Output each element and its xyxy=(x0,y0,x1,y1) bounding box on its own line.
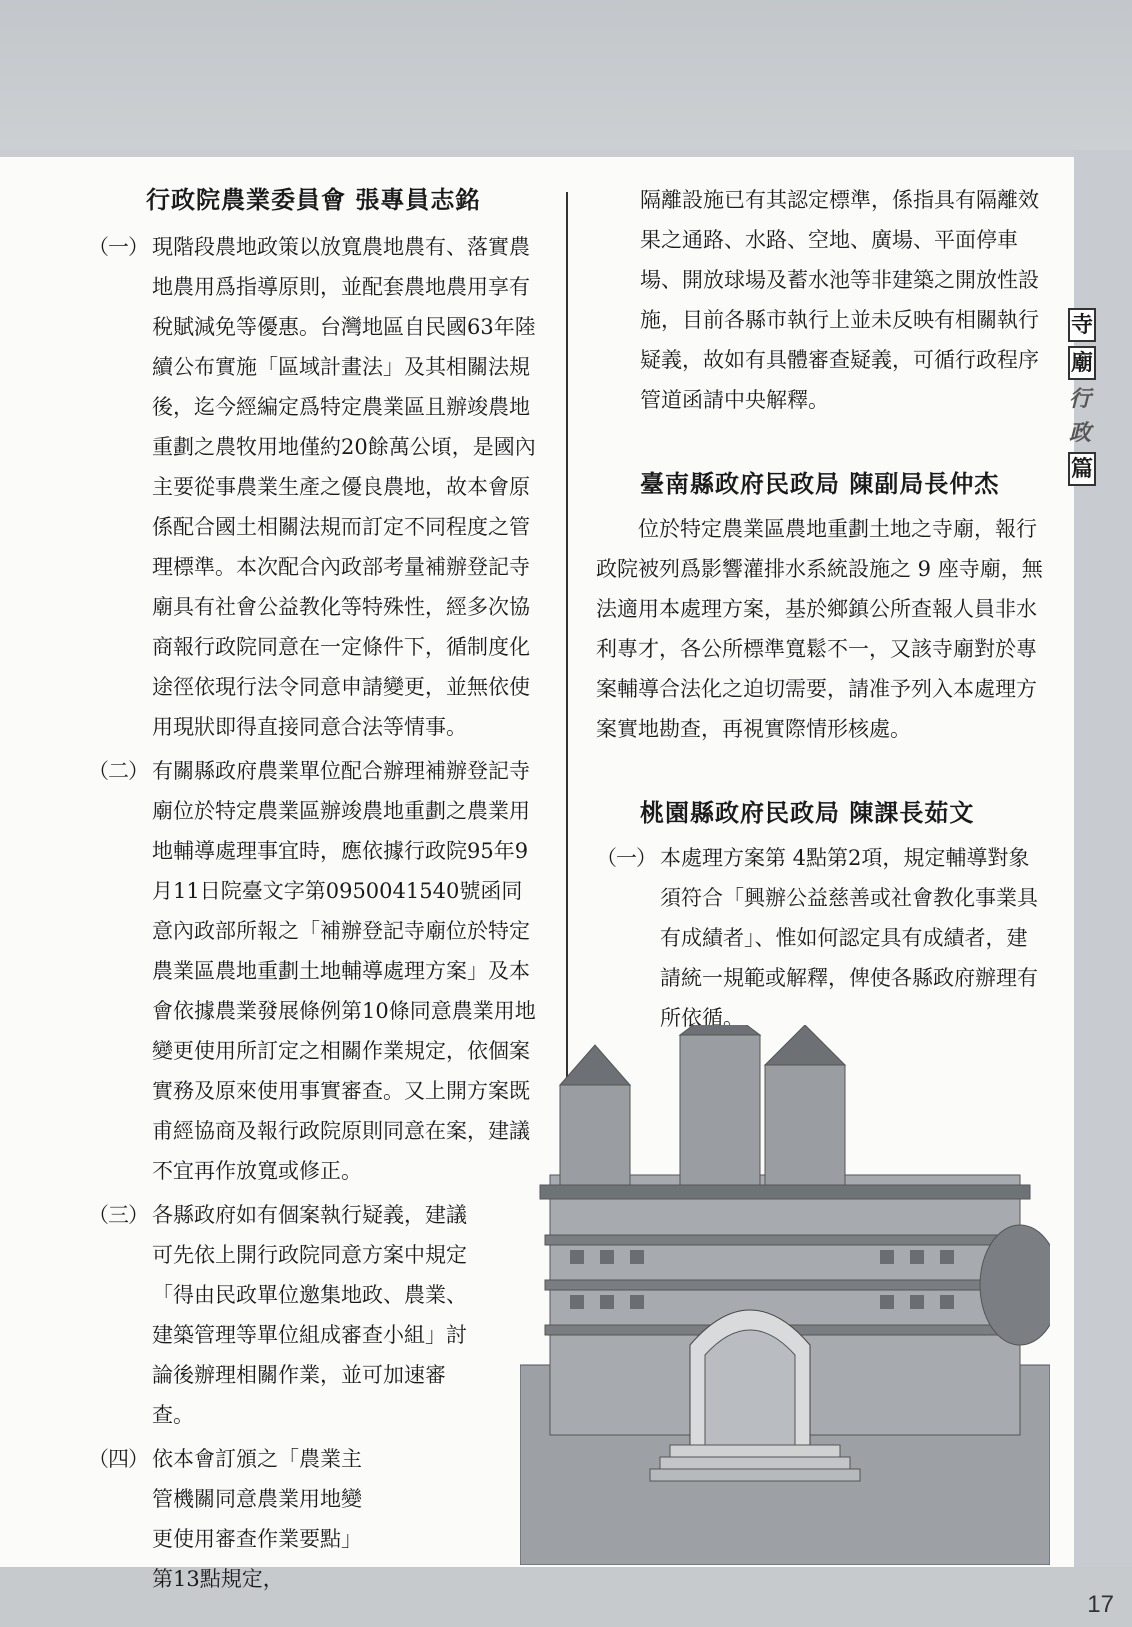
left-column xyxy=(88,180,538,1599)
list-item xyxy=(596,838,1046,1038)
side-tag-char: 廟 xyxy=(1068,346,1096,380)
item-text: 有關縣政府農業單位配合辦理補辦登記寺廟位於特定農業區辦竣農地重劃之農業用地輔導處理事宜時，應依據行政院95年9月11日院臺文字第0950041540號函同意內政部所報之「補辦登記寺廟位於特定農業區農地重劃土地輔導處理方案」及本會依據農業發展條例第10條同意農業用地變更使用所訂定之相關作業規定，依個案實務及原來使用事實審查。又上開方案既甫經協商及報行政院原則同意在案，建議不宜再作放寬或修正。 xyxy=(152,759,536,1183)
temple-photo-illustration xyxy=(520,1025,1050,1565)
item-text: 本處理方案第 4點第2項，規定輔導對象須符合「興辦公益慈善或社會教化事業具有成績者」、惟如何認定具有成績者，建請統一規範或解釋，俾使各縣政府辦理有所依循。 xyxy=(660,846,1038,1030)
continued-paragraph: 隔離設施已有其認定標準，係指具有隔離效果之通路、水路、空地、廣場、平面停車場、開放球場及蓄水池等非建築之開放性設施，目前各縣市執行上並未反映有相關執行疑義，故如有具體審查疑義，可循行政程序管道函請中央解釋。 xyxy=(640,188,1039,412)
item-text: 現階段農地政策以放寬農地農有、落實農地農用爲指導原則，並配套農地農用享有稅賦減免等優惠。台灣地區自民國63年陸續公布實施「區域計畫法」及其相關法規後，迄今經編定爲特定農業區且辦竣農地重劃之農牧用地僅約20餘萬公頃，是國內主要從事農業生產之優良農地，故本會原係配合國土相關法規而訂定不同程度之管理標準。本次配合內政部考量補辦登記寺廟具有社會公益教化等特殊性，經多次協商報行政院同意在一定條件下，循制度化途徑依現行法令同意申請變更，並無依使用現狀即得直接同意合法等情事。 xyxy=(152,235,536,739)
list-item xyxy=(88,227,538,747)
section-heading-taoyuan: 桃園縣政府民政局 陳課長茹文 xyxy=(640,798,975,827)
top-band xyxy=(0,0,1132,150)
item-number: （二） xyxy=(88,759,148,783)
item-number: （三） xyxy=(88,1203,148,1227)
right-column xyxy=(596,180,1046,1038)
column-divider xyxy=(566,192,568,1082)
list-item xyxy=(88,1439,373,1599)
list-item xyxy=(88,1195,468,1435)
tainan-paragraph: 位於特定農業區農地重劃土地之寺廟，報行政院被列爲影響灌排水系統設施之 9 座寺廟，無法適用本處理方案，基於鄉鎮公所查報人員非水利專才，各公所標準寬鬆不一，又該寺廟對於專案輔導合法化之迫切需要，請准予列入本處理方案實地勘查，再視實際情形核處。 xyxy=(596,517,1043,741)
side-tag-char: 寺 xyxy=(1068,308,1096,342)
section-side-tag xyxy=(1068,308,1098,490)
side-tag-char: 行 xyxy=(1068,386,1091,412)
item-number: （一） xyxy=(596,846,656,870)
item-number: （一） xyxy=(88,235,148,259)
section-heading-coa: 行政院農業委員會 張專員志銘 xyxy=(146,185,481,214)
item-text: 依本會訂頒之「農業主管機關同意農業用地變更使用審查作業要點」第13點規定， xyxy=(152,1447,362,1591)
item-text: 各縣政府如有個案執行疑義，建議可先依上開行政院同意方案中規定「得由民政單位邀集地政、農業、建築管理等單位組成審查小組」討論後辦理相關作業，並可加速審查。 xyxy=(152,1203,467,1427)
list-item xyxy=(88,751,538,1191)
side-tag-char: 政 xyxy=(1068,420,1091,446)
section-heading-tainan: 臺南縣政府民政局 陳副局長仲杰 xyxy=(640,469,1000,498)
item-number: （四） xyxy=(88,1447,148,1471)
side-tag-char: 篇 xyxy=(1068,452,1096,486)
page-number: 17 xyxy=(1087,1591,1114,1618)
